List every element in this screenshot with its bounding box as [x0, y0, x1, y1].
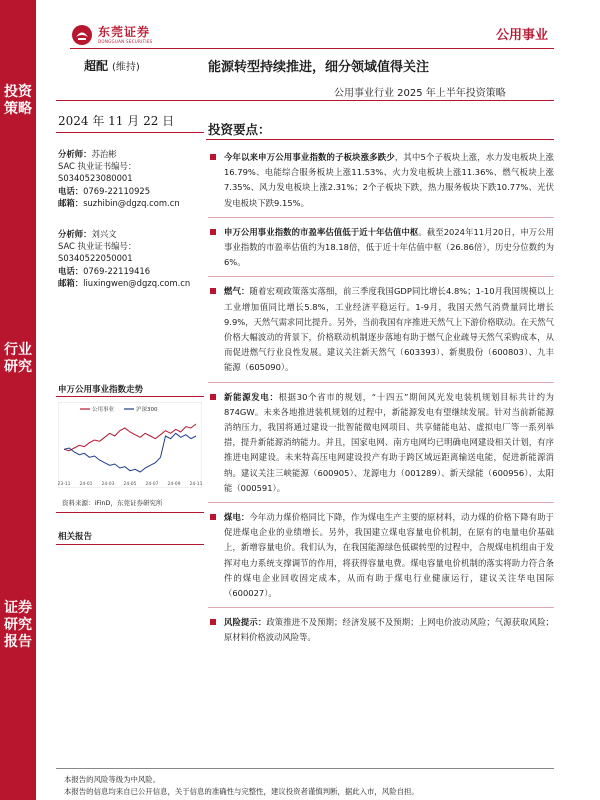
key-point [208, 284, 554, 382]
rating-label: 超配 [84, 59, 109, 73]
point-text: 随着宏观政策落实落细，前三季度我国GDP同比增长4.8%；1-10月我国规模以上工业增加值同比增长5.8%，工业经济平稳运行。1-9月，我国天然气消费量同比增长9.9%，天然气需求同比提升。另外，当前我国有序推进天然气上下游价格联动。在天然气价格大幅波动的背景下，价格联动机制逐步落地有助于燃气企业疏导天然气采购成本，从而促进燃气行业良性发展。建议关注新天然气（603393）、新奥股份（600803）、九丰能源（605090）。 [224, 286, 554, 373]
analyst-phone: 0769-22110925 [83, 185, 151, 196]
x-tick-label: 23-11 [58, 482, 71, 487]
chart-source: 资料来源：iFinD，东莞证券研究所 [62, 499, 163, 507]
analyst-phone-label: 电话： [58, 265, 84, 276]
bullet-square-icon [210, 288, 216, 294]
key-point [208, 225, 554, 278]
point-lead: 新能源发电： [224, 391, 279, 402]
analyst-email[interactable]: suzhibin@dgzq.com.cn [83, 197, 180, 208]
point-lead: 煤电： [224, 512, 250, 523]
analyst-name: 刘兴文 [91, 229, 117, 239]
analyst-email[interactable]: liuxingwen@dgzq.com.cn [83, 277, 191, 288]
point-lead: 申万公用事业指数的市盈率估值低于近十年估值中枢 [224, 226, 419, 237]
point-text: ，其中5个子板块上涨，水力发电板块上涨16.79%、电能综合服务板块上涨11.53%、火力发电板块上涨11.36%、燃气板块上涨7.35%、风力发电板块上涨2.31%；2个子板块下跌，热力服务板块下跌10.77%、光伏发电板块下跌9.15%。 [224, 152, 554, 208]
footer-divider [56, 768, 554, 769]
title-divider [56, 100, 554, 101]
point-text: 政策推进不及预期；经济发展不及预期；上网电价波动风险；气源获取风险；原材料价格波动风险等。 [224, 617, 555, 643]
point-lead: 今年以来申万公用事业指数的子板块涨多跌少 [224, 152, 395, 162]
chart-title: 申万公用事业指数走势 [58, 385, 144, 395]
side-label-research: 行业研究 [4, 342, 32, 375]
analyst-sac-label: SAC 执业证书编号： [58, 161, 137, 172]
brand-name: 东莞证券 [98, 25, 151, 39]
analyst-name: 苏治彬 [91, 149, 117, 159]
related-reports-label: 相关报告 [58, 532, 93, 542]
analyst-sac: S0340522050001 [58, 253, 133, 264]
related-divider [56, 544, 204, 545]
index-trend-chart [58, 402, 202, 488]
legend-label: 公用事业 [92, 407, 115, 413]
bullet-square-icon [210, 394, 216, 400]
key-point [208, 150, 554, 218]
point-text: 今年动力煤价格同比下降，作为煤电生产主要的原材料，动力煤的价格下降有助于促进煤电企业的业绩增长。另外，我国建立煤电容量电价机制，在原有的电量电价基础上，新增容量电价。我们认为，在我国能源绿色低碳转型的过程中，合规煤电机组由于发挥对电力系统支撑调节的作用，将获得容量电费。煤电容量电价机制的落实将助力符合条件的煤电企业回收固定成本，从而有助于煤电行业健康运行，建议关注华电国际（600027）。 [224, 512, 555, 599]
section-divider [206, 139, 554, 140]
brand-logo [70, 22, 180, 48]
logo-icon [70, 24, 94, 46]
chart-divider-bottom [56, 512, 204, 513]
analyst-role: 分析师： [58, 149, 92, 159]
header-divider [70, 48, 554, 49]
bullet-square-icon [210, 154, 216, 160]
bullet-square-icon [210, 229, 216, 235]
point-text: 。截至2024年11月20日，申万公用事业指数的市盈率估值约为18.18倍，低于近十年估值中枢（26.86倍），历史分位数约为6%。 [224, 226, 555, 268]
side-label-strategy: 投资策略 [4, 84, 32, 117]
key-point [208, 510, 554, 608]
key-point [208, 390, 554, 503]
analyst-phone: 0769-22119416 [83, 265, 151, 276]
side-strip [0, 0, 36, 800]
chart-divider-top [56, 396, 204, 397]
footer-risk-level: 本报告的风险等级为中风险。 [64, 775, 161, 784]
point-text: 根据30个省市的规划，“十四五”期间风光发电装机规划目标共计约为874GW。未来各地推进装机规划的过程中，新能源发电有望继续发展。针对当前新能源消纳压力，我国将通过建设一批智能微电网项目、共享储能电站、虚拟电厂等一系列举措，提升新能源消纳能力。并且，国家电网、南方电网均已明确电网建设相关计划，有序推进电网建设。未来特高压电网建设投产有助于跨区域远距离输送电能，促进新能源消纳。建议关注三峡能源（600905）、龙源电力（001289）、新天绿能（600956）、太阳能（000591）。 [224, 391, 555, 493]
report-subtitle: 公用事业行业 2025 年上半年投资策略 [334, 88, 506, 99]
analyst-sac-label: SAC 执业证书编号： [58, 241, 137, 252]
footer-disclaimer: 本报告的信息均来自已公开信息，关于信息的准确性与完整性，建议投资者谨慎判断，据此入市，风险自担。 [64, 787, 419, 796]
rating [84, 57, 140, 74]
x-tick-label: 24-03 [101, 482, 115, 487]
analyst-card [58, 148, 180, 209]
key-point [208, 615, 554, 651]
x-tick-label: 24-01 [79, 482, 93, 487]
key-points [208, 150, 554, 659]
legend-label: 沪深300 [136, 407, 158, 413]
industry-tag: 公用事业 [495, 28, 548, 43]
chart-svg [58, 402, 202, 488]
date-divider [56, 132, 204, 133]
bullet-square-icon [210, 514, 216, 520]
analyst-phone-label: 电话： [58, 185, 84, 196]
x-tick-label: 24-05 [123, 482, 137, 487]
x-tick-label: 24-11 [189, 482, 202, 487]
analyst-card [58, 228, 190, 289]
point-lead: 风险提示： [224, 617, 267, 628]
report-title: 能源转型持续推进，细分领域值得关注 [208, 60, 430, 75]
bullet-square-icon [210, 619, 216, 625]
side-label-report: 证券研究报告 [4, 600, 32, 650]
section-heading: 投资要点： [208, 122, 271, 137]
point-lead: 燃气： [224, 286, 250, 297]
x-tick-label: 24-07 [145, 482, 159, 487]
brand-name-en: DONGGUAN SECURITIES [98, 39, 153, 44]
analyst-role: 分析师： [58, 229, 92, 239]
x-tick-label: 24-09 [167, 482, 181, 487]
report-date: 2024 年 11 月 22 日 [58, 114, 175, 128]
analyst-email-label: 邮箱： [58, 277, 84, 288]
analyst-email-label: 邮箱： [58, 197, 84, 208]
analyst-sac: S0340523080001 [58, 173, 133, 184]
chart-xtick-layer [58, 481, 202, 487]
rating-sub: (维持) [112, 62, 140, 73]
